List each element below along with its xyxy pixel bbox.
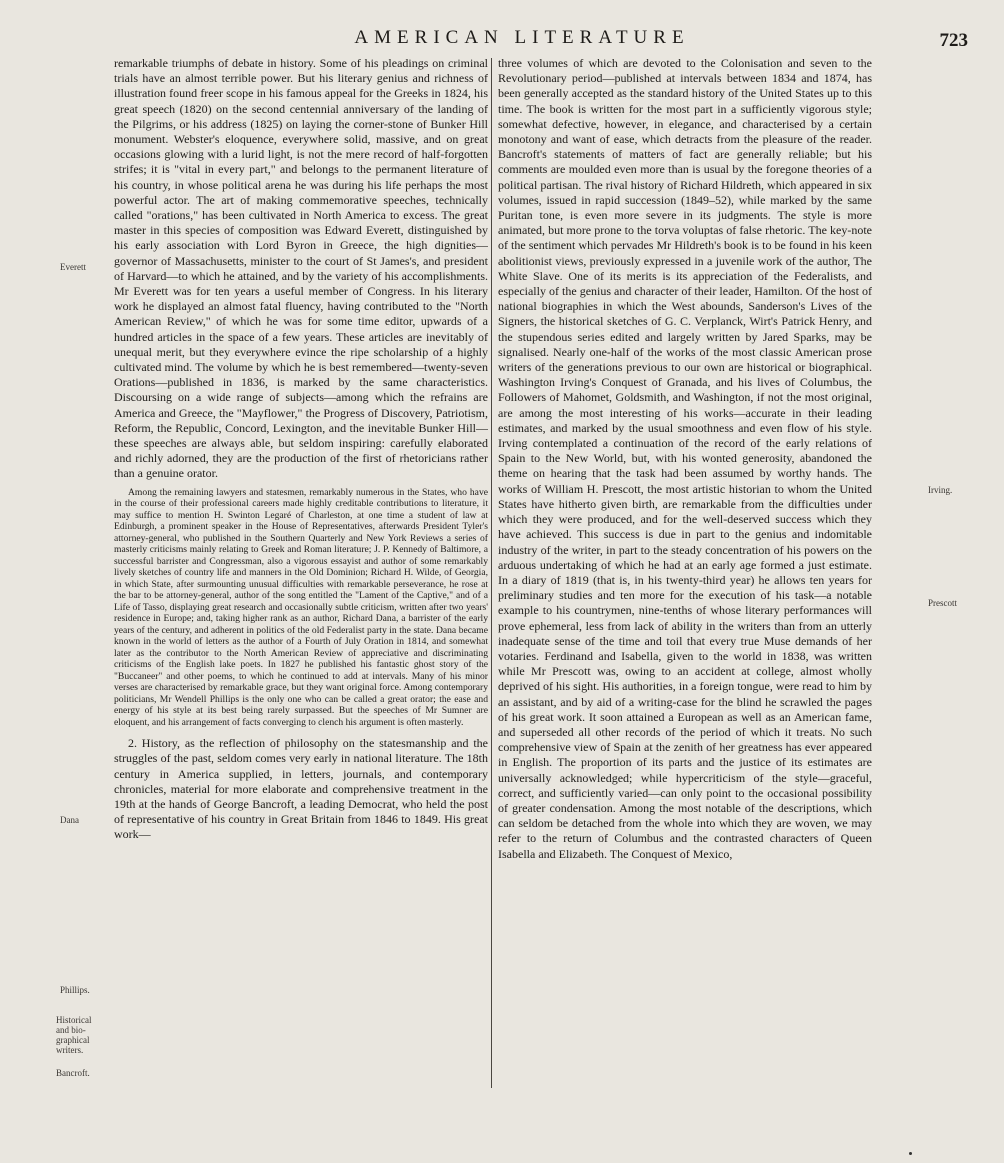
sidenote-bancroft: Bancroft. (56, 1068, 90, 1078)
sidenote-irving: Irving. (928, 485, 953, 495)
sidenote-everett: Everett (60, 262, 86, 272)
sidenote-phillips: Phillips. (60, 985, 90, 995)
page-number: 723 (939, 30, 968, 51)
running-title: AMERICAN LITERATURE (354, 27, 690, 48)
paragraph-lawyers-statesmen: Among the remaining lawyers and statesmen, remarkably numerous in the States, who have in the course of their professional careers made highly creditable contributions to literature, it may suffice to mention H. Swinton Legaré of Charleston, at one time a student of law at Edinburgh, a prominent speaker in the House of Representatives, afterwards President Tyler's attorney-general, who published in the Southern Quarterly and New York Reviews a series of masterly criticisms mainly relating to Greek and Roman literature; J. P. Kennedy of Baltimore, a successful barrister and Congressman, also a vigorous essayist and author of some remarkably lively sketches of country life and manners in the Old Dominion; Richard H. Wilde, of Georgia, in which State, after surmounting unusual difficulties with remarkable perseverance, he rose at the bar to be attorney-general, author of the song entitled the "Lament of the Captive," and of a Life of Tasso, displaying great research and occasionally subtle criticism, written after two years' residence in Europe; and, taking higher rank as an author, Richard Dana, a barrister of the early years of the century, and adherent in politics of the old Federalist party in the state. Dana became known in the world of letters as the author of a Fourth of July Oration in 1814, and somewhat later as the contributor to the North American Review of appreciative and discriminating criticisms of the English lake poets. In 1827 he published his fantastic ghost story of the "Buccaneer" and other poems, to which he continued to add at intervals. Many of his minor verses are characterised by remarkable grace, but they want original force. Among contemporary politicians, Mr Wendell Phillips is the only one who can be called a great orator; the ease and energy of his style at its best being rarely surpassed. But the speeches of Mr Sumner are eloquent, and his arrangement of facts converging to clench his argument is often masterly. (114, 486, 488, 728)
right-column (498, 56, 872, 1090)
page-header (0, 27, 1004, 55)
left-column (114, 56, 488, 1090)
paragraph-bancroft-prescott: three volumes of which are devoted to the Colonisation and seven to the Revolutionary period—published at intervals between 1834 and 1874, has been generally accepted as the standard history of the United States up to this time. The book is written for the most part in a sufficiently vigorous style; somewhat defective, however, in elegance, and characterised by a certain monotony and want of ease, which detracts from the pleasure of the reader. Bancroft's statements of matters of fact are generally reliable; but his comments are moulded even more than is usual by the foregone theories of a political partisan. The rival history of Richard Hildreth, which appeared in six volumes, issued in rapid succession (1849–52), while marked by the same Puritan tone, is even more severe in its judgments. The style is more animated, but more prone to the torva voluptas of false rhetoric. The key-note of the sentiment which pervades Mr Hildreth's book is to be found in his keen abolitionist views, previously expressed in a juvenile work of the author, The White Slave. One of its merits is its appreciation of the Federalists, and especially of the genius and character of their leader, Hamilton. Of the host of national biographies in which the West abounds, Sanderson's Lives of the Signers, the historical sketches of G. C. Verplanck, Wirt's Patrick Henry, and the stupendous series edited and largely written by Jared Sparks, may be signalised. Nearly one-half of the works of the most classic American prose writers of the generations previous to our own are historical or biographical. Washington Irving's Conquest of Granada, and his lives of Columbus, the Followers of Mahomet, Goldsmith, and Washington, if not the most original, are among the most interesting of his works—accurate in their leading estimates, and marked by the usual smoothness and even flow of his style. Irving contemplated a continuation of the record of the early relations of Spain to the New World, but, with his wonted generosity, abandoned the theme on hearing that the task had been assumed by worthy hands. The works of William H. Prescott, the most artistic historian to whom the United States have hitherto given birth, are remarkable from the difficulties under which they were produced, and for the well-deserved success which they have achieved. This success is due in part to the genius and indomitable industry of the writer, in part to the steady concentration of his powers on the arduous undertaking of which he had at an early age formed a just estimate. In a diary of 1819 (that is, in his twenty-third year) he allows ten years for preliminary studies and ten more for the execution of his task—a notable example to his countrymen, nine-tenths of whose literary performances will prove ephemeral, less from lack of ability in the writers than from an utterly inadequate sense of the time and toil that every true Muse demands of her votaries. Ferdinand and Isabella, given to the world in 1838, was written while Mr Prescott was, owing to an accident at college, almost wholly deprived of his sight. His authorities, in a foreign tongue, were read to him by an assistant, and by aid of a writing-case for the blind he scrawled the pages of his great work. It soon attained a European as well as an American fame, and superseded all other records of the period of which it treats. No such comprehensive view of Spain at the zenith of her greatness has ever appeared in English. The proportion of its parts and the justice of its estimates are universally acknowledged; while hypercriticism of the style—graceful, correct, and sufficiently varied—can only point to the occasional possibility of greater condensation. Among the most notable of the descriptions, which can seldom be detached from the whole into which they are woven, we may refer to the return of Columbus and the contrasted characters of Queen Isabella and Elizabeth. The Conquest of Mexico, (498, 56, 872, 861)
sidenote-prescott: Prescott (928, 598, 957, 608)
sidenote-dana: Dana (60, 815, 79, 825)
scan-speck (909, 1152, 912, 1155)
paragraph-history: 2. History, as the reflection of philosophy on the statesmanship and the struggles of the past, seldom comes very early in national literature. The 18th century in America supplied, in letters, journals, and contemporary chronicles, material for more elaborate and comprehensive treatment in the 19th at the hands of George Bancroft, a leading Democrat, who held the post of representative of his country in Great Britain from 1846 to 1849. His great work— (114, 736, 488, 842)
column-divider (491, 58, 492, 1088)
sidenote-historical-writers: Historical and bio-graphical writers. (56, 1015, 92, 1055)
paragraph-webster-everett: remarkable triumphs of debate in history. Some of his pleadings on criminal trials have an almost terrible power. But his literary genius and richness of illustration found freer scope in his famous appeal for the Greeks in 1824, his great speech (1820) on the second centennial anniversary of the landing of the Pilgrims, or his address (1825) on laying the corner-stone of Bunker Hill monument. Webster's eloquence, everywhere solid, massive, and on great occasions glowing with a lurid light, is not the mere record of half-forgotten strifes; it is "vital in every part," and belongs to the permanent literature of his country, in whose political arena he was during his life perhaps the most powerful actor. The art of making commemorative speeches, technically called "orations," has been cultivated in North America to excess. The great master in this species of composition was Edward Everett, distinguished by his early association with Lord Byron in Greece, the high dignities—governor of Massachusetts, minister to the court of St James's, and president of Harvard—to which he attained, and by the variety of his accomplishments. Mr Everett was for ten years a useful member of Congress. In his literary work he displayed an almost fatal fluency, having contributed to the "North American Review," of which he was for some time editor, upwards of a hundred articles in the space of a few years. These articles are inevitably of unequal merit, but they everywhere evince the ripe scholarship of a highly cultivated mind. The volume by which he is best remembered—twenty-seven Orations—published in 1836, is marked by the same characteristics. Discoursing on a wide range of subjects—among which the refrains are America and Greece, the "Mayflower," the Progress of Discovery, Patriotism, Reform, the Republic, Concord, Lexington, and the inevitable Bunker Hill—these speeches are always able, but seldom inspiring: carefully elaborated and richly adorned, they are the production of the first of rhetoricians rather than a genuine orator. (114, 56, 488, 481)
